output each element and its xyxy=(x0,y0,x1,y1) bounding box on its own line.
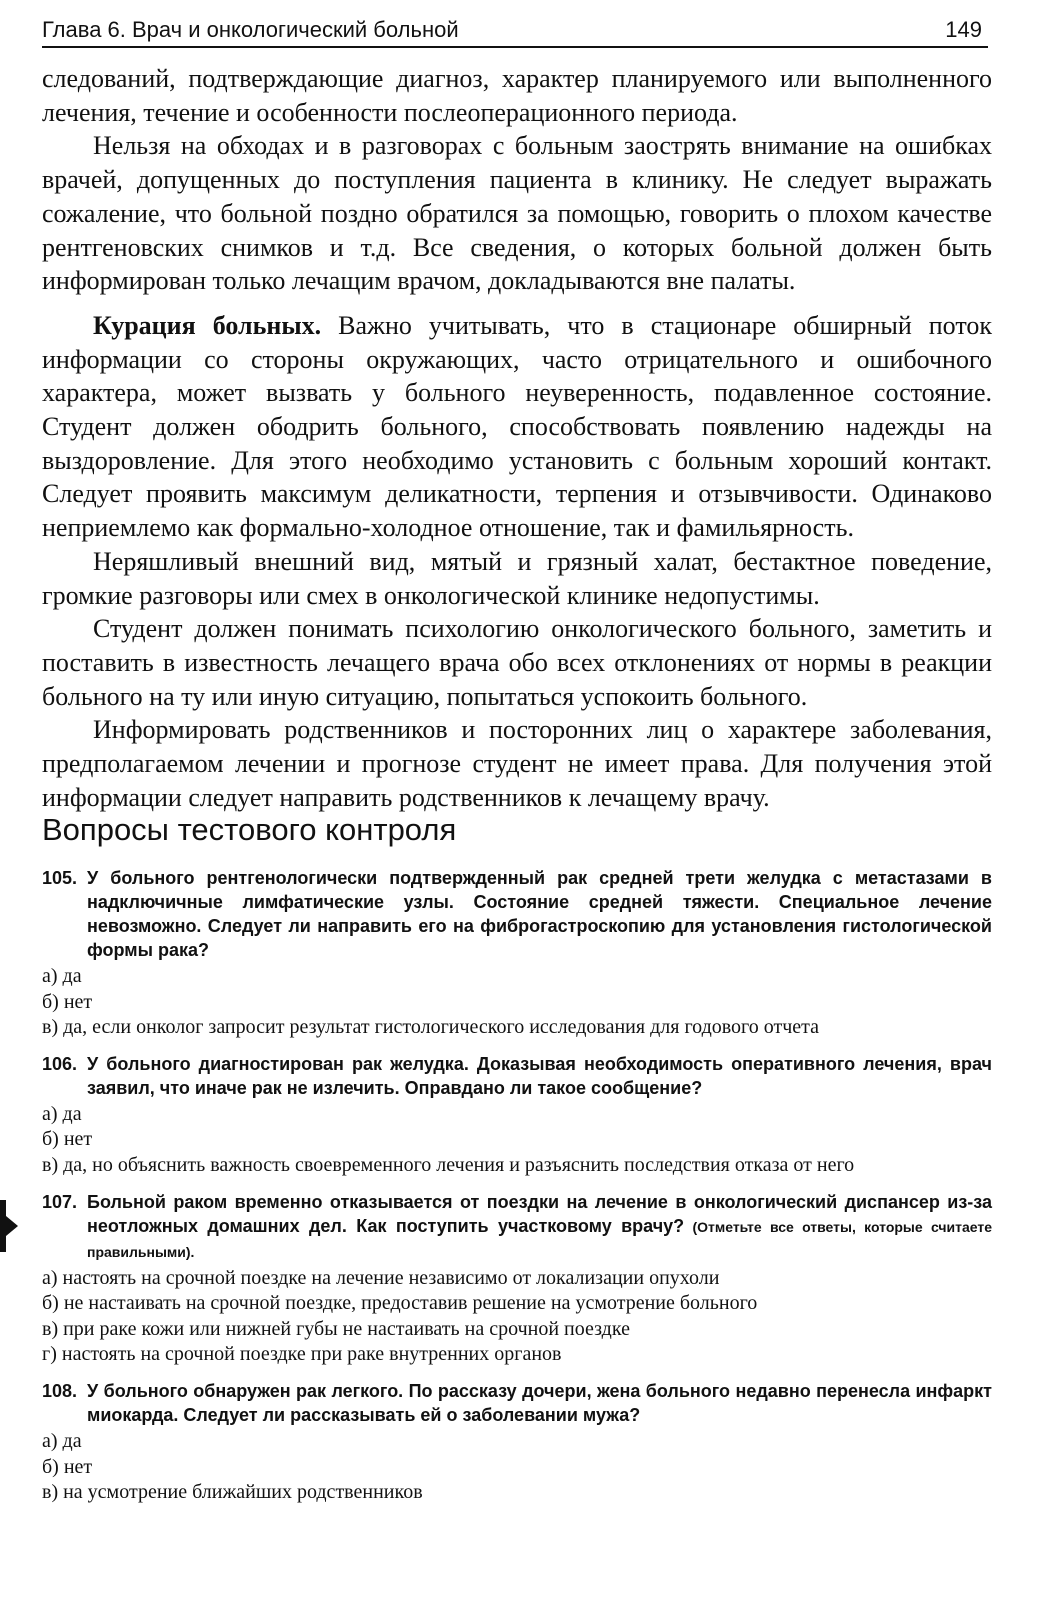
question-text: У больного рентгенологически подтвержденный рак средней трети желудка с метастазами в надключичные лимфатические узлы. Состояние средней тяжести. Специальное лечение невозможно. Следует ли направить его на фиброгастроскопию для установления гистологической формы рака? xyxy=(87,868,992,960)
paragraph: Неряшливый внешний вид, мятый и грязный халат, бестактное поведение, громкие разговоры или смех в онкологической клинике недопустимы. xyxy=(42,546,992,610)
question-text: Больной раком временно отказывается от поездки на лечение в онкологический диспансер из-за неотложных домашних дел. Как поступить участковому врачу? xyxy=(87,1191,992,1236)
paragraph-text: Важно учитывать, что в стационаре обширный поток информации со стороны окружающих, часто отрицательного и ошибочного характера, может вызвать у больного неуверенность, подавленное состояние. Студент должен ободрить больного, способствовать появлению надежды на выздоровление. Для этого необходимо установить с больным хороший контакт. Следует проявить максимум деликатности, терпения и отзывчивости. Одинаково неприемлемо как формально-холодное отношение, так и фамильярность. xyxy=(42,310,992,543)
answer-option: в) да, но объяснить важность своевременного лечения и разъяснить последствия отказа от него xyxy=(42,1153,855,1176)
question-note: (Отметьте все ответы, которые считаете правильными). xyxy=(87,1218,992,1260)
question-stem xyxy=(42,1379,992,1427)
answer-options xyxy=(42,964,992,1041)
question-number: 107. xyxy=(42,1191,78,1212)
question-text: У больного обнаружен рак легкого. По рассказу дочери, жена больного недавно перенесла инфаркт миокарда. Следует ли рассказывать ей о заболевании мужа? xyxy=(87,1380,992,1425)
answer-options xyxy=(42,1266,992,1368)
answer-option: б) нет xyxy=(42,1128,93,1151)
answer-option: в) на усмотрение ближайших родственников xyxy=(42,1481,423,1504)
question-list xyxy=(42,866,992,1517)
arrow-right-icon xyxy=(0,1198,18,1254)
question-105 xyxy=(42,866,992,1041)
paragraph: Студент должен понимать психологию онкологического больного, заметить и поставить в известность лечащего врача обо всех отклонениях от нормы в реакции больного на ту или иную ситуацию, попытаться успокоить больного. xyxy=(42,614,992,711)
answer-option: а) настоять на срочной поездке на лечение независимо от локализации опухоли xyxy=(42,1266,720,1289)
paragraph-lead: Курация больных. xyxy=(93,310,322,340)
question-number: 106. xyxy=(42,1053,78,1074)
chapter-title: Глава 6. Врач и онкологический больной xyxy=(42,17,459,42)
answer-option: б) нет xyxy=(42,990,93,1013)
section-heading: Вопросы тестового контроля xyxy=(42,812,457,847)
paragraph-curation xyxy=(42,309,992,545)
answer-option: а) да xyxy=(42,965,82,987)
paragraph: Нельзя на обходах и в разговорах с больным заострять внимание на ошибках врачей, допущенных до поступления пациента в клинику. Не следует выражать сожаление, что больной поздно обратился за помощью, говорить о плохом качестве рентгеновских снимков и т.д. Все сведения, о которых больной должен быть информирован только лечащим врачом, докладываются вне палаты. xyxy=(42,131,992,296)
answer-option: а) да xyxy=(42,1102,82,1125)
question-107 xyxy=(42,1190,992,1368)
answer-option: б) не настаивать на срочной поездке, предоставив решение на усмотрение больного xyxy=(42,1292,758,1315)
answer-options xyxy=(42,1102,992,1179)
question-stem xyxy=(42,866,992,962)
paragraph: следований, подтверждающие диагноз, характер планируемого или выполненного лечения, течение и особенности послеоперационного периода. xyxy=(42,64,992,127)
body-text xyxy=(42,62,992,814)
answer-option: а) да xyxy=(42,1429,82,1452)
question-stem xyxy=(42,1190,992,1264)
answer-option: в) да, если онколог запросит результат гистологического исследования для годового отчета xyxy=(42,1016,820,1039)
answer-option: в) при раке кожи или нижней губы не настаивать на срочной поездке xyxy=(42,1317,630,1340)
paragraph: Информировать родственников и посторонних лиц о характере заболевания, предполагаемом лечении и прогнозе студент не имеет права. Для получения этой информации следует направить родственников к лечащему врачу. xyxy=(42,715,992,812)
answer-option: г) настоять на срочной поездке при раке внутренних органов xyxy=(42,1343,562,1366)
answer-options xyxy=(42,1429,992,1506)
question-stem xyxy=(42,1052,992,1100)
question-number: 108. xyxy=(42,1380,78,1401)
question-108 xyxy=(42,1379,992,1506)
question-number: 105. xyxy=(42,868,78,888)
answer-option: б) нет xyxy=(42,1455,93,1478)
page-number: 149 xyxy=(945,17,982,42)
running-head xyxy=(42,16,988,48)
question-106 xyxy=(42,1052,992,1179)
question-text: У больного диагностирован рак желудка. Доказывая необходимость оперативного лечения, врач заявил, что иначе рак не излечить. Оправдано ли такое сообщение? xyxy=(87,1053,992,1098)
